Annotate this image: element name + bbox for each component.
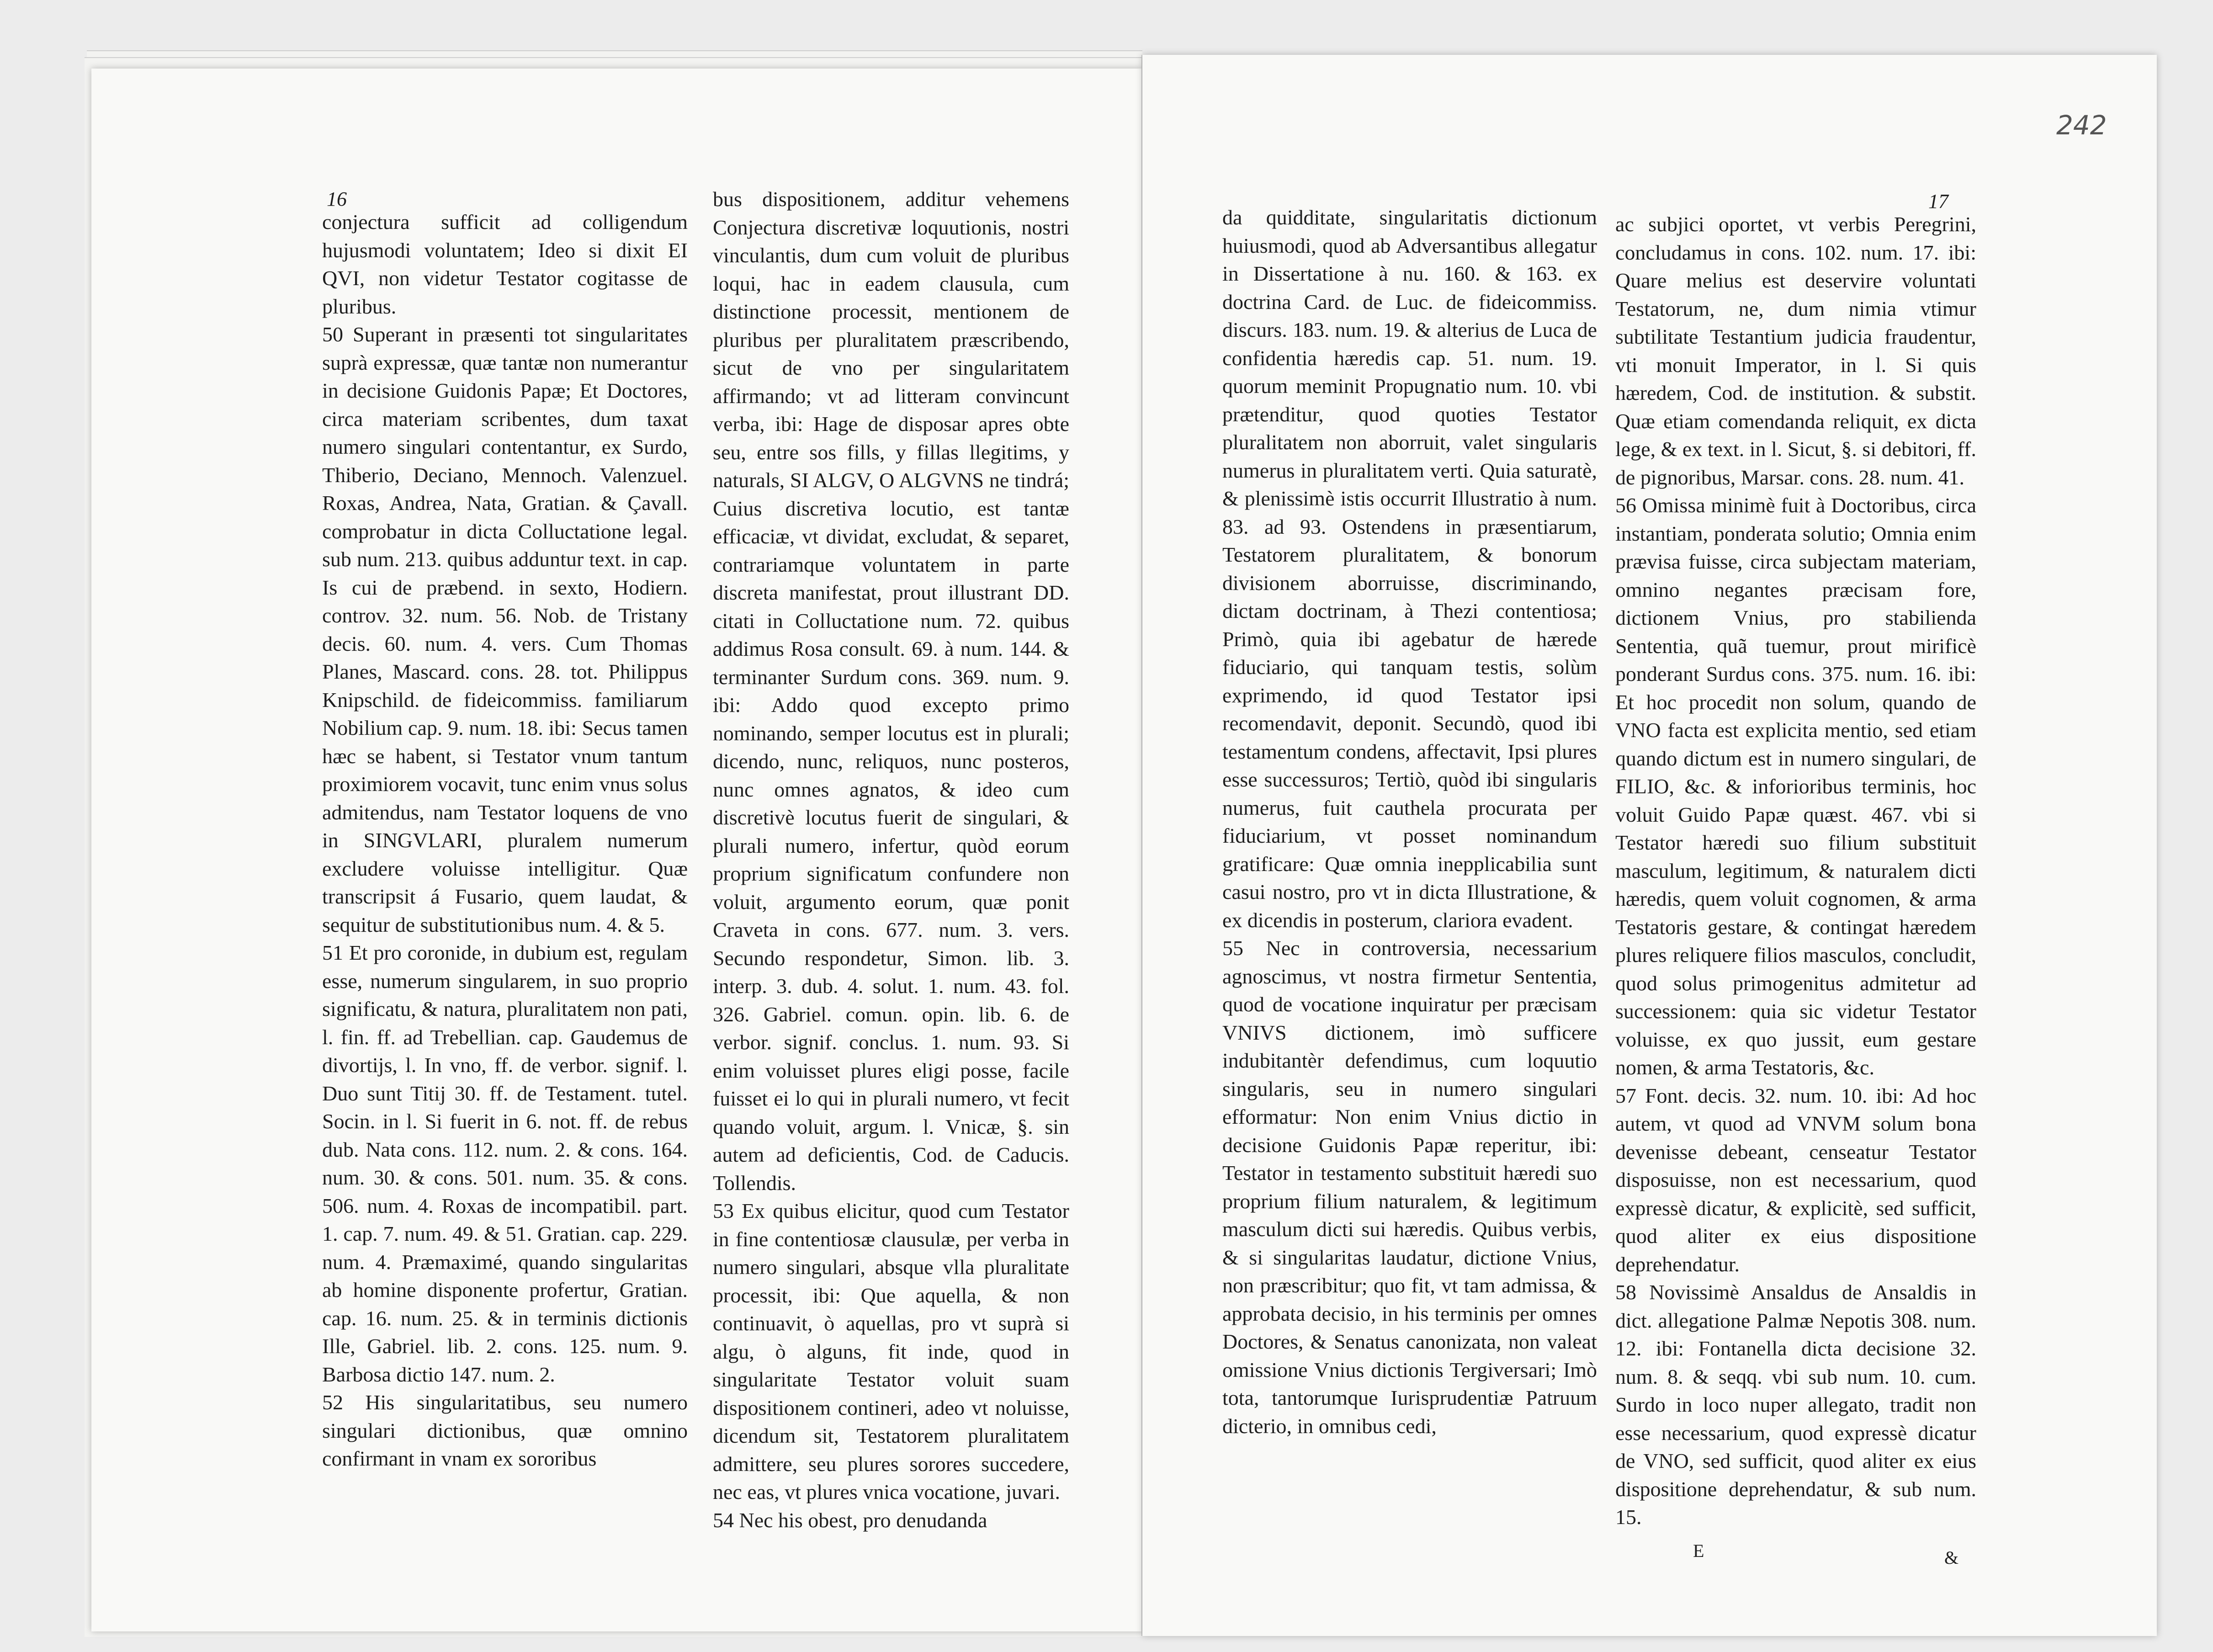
page-number: 17 (1928, 190, 1948, 212)
paragraph: 54 Nec his obest, pro denudanda (713, 1508, 987, 1532)
paragraph: 55 Nec in controversia, necessarium agnoscimus, vt nostra firmetur Sententia, quod de vocatione inquiratur per præcisam VNIVS dictionem, imò sufficere indubitantèr defendimus, cum loquutio singularis, seu in numero singulari efformatur: Non enim Vnius dictio in decisione Guidonis Papæ reperitur, ibi: Testator in testamento substituit hæredi suo proprium filium naturalem, & legitimum masculum dicti sui hæredis. Quibus verbis, & si singularitas laudatur, dictione Vnius, non præscribitur; quo fit, vt tam admissa, & approbata decisio, in his terminis per omnes Doctores, & Senatus canonizata, non valeat omissione Vnius dictionis Tergiversari; Imò tota, tantorumque Iurisprudentiæ Patruum dicterio, in omnibus cedi, (1222, 936, 1597, 1438)
right-page (1142, 55, 2157, 1636)
text-column-right (713, 185, 1069, 1534)
left-page (91, 69, 1142, 1631)
paragraph: 58 Novissimè Ansaldus de Ansaldis in dict. allegatione Palmæ Nepotis 308. num. 12. ibi: Fontanella dicta decisione 32. num. 8. & seqq. vbi sub num. 10. cum. Surdo in loco nuper allegato, tradit non esse necessarium, quod expressè dicatur de VNO, sed sufficit, quod aliter ex eius dispositione deprehendatur, & sub num. 15. (1615, 1280, 1976, 1529)
paragraph: ac subjici oportet, vt verbis Peregrini, concludamus in cons. 102. num. 17. ibi: Quare melius est deservire voluntati Testatorum, ne, dum nimia vtimur subtilitate Testantium judicia fraudentur, vti monuit Imperator, in l. Si quis hæredem, Cod. de institution. & substit. Quæ etiam comendanda reliquit, ex dicta lege, & ex text. in l. Sicut, §. si debitori, ff. de pignoribus, Marsar. cons. 28. num. 41. (1615, 212, 1976, 489)
handwritten-folio-number: 242 (2056, 110, 2107, 141)
text-column-left (322, 208, 688, 1473)
catchword: & (1944, 1547, 1959, 1568)
paragraph: 51 Et pro coronide, in dubium est, regulam esse, numerum singularem, in suo proprio significatu, & natura, pluralitatem non pati, l. fin. ff. ad Trebellian. cap. Gaudemus de divortijs, l. In vno, ff. de verbor. signif. l. Duo sunt Titij 30. ff. de Testament. tutel. Socin. in l. Si fuerit in 6. not. ff. de rebus dub. Nata cons. 112. num. 2. & cons. 164. num. 30. & cons. 501. num. 35. & cons. 506. num. 4. Roxas de incompatibil. part. 1. cap. 7. num. 49. & 51. Gratian. cap. 229. num. 4. Præmaximé, quando singularitas ab homine disponente profertur, Gratian. cap. 16. num. 25. & in terminis dictionis Ille, Gabriel. lib. 2. cons. 125. num. 9. Barbosa dictio 147. num. 2. (322, 941, 688, 1386)
paragraph: 52 His singularitatibus, seu numero singulari dictionibus, quæ omnino confirmant in vnam ex sororibus (322, 1391, 688, 1470)
paragraph: conjectura sufficit ad colligendum hujusmodi voluntatem; Ideo si dixit EI QVI, non videtur Testator cogitasse de pluribus. (322, 210, 688, 318)
paragraph: 56 Omissa minimè fuit à Doctoribus, circa instantiam, ponderata solutio; Omnia enim prævisa fuisse, circa subjectam materiam, omnino negantes præcisam fore, dictionem Vnius, pro stabilienda Sententia, quã tuemur, prout mirificè ponderant Surdus cons. 375. num. 16. ibi: Et hoc procedit non solum, quando de VNO facta est explicita mentio, sed etiam quando dictum est in numero singulari, de FILIO, &c. & inforioribus terminis, hoc voluit Guido Papæ quæst. 467. vbi si Testator hæredi suo filium substituit masculum, legitimum, & naturalem dicti hæredis, quem voluit cognomen, & arma Testatoris gestare, & contingat hæredem plures reliquere filios masculos, concludit, quod solus primogenitus admitetur ad successionem: quia sic videtur Testator voluisse, ex quo jussit, eum gestare nomen, & arma Testatoris, &c. (1615, 494, 1976, 1079)
signature-mark: E (1693, 1540, 1704, 1561)
paragraph: da quidditate, singularitatis dictionum huiusmodi, quod ab Adversantibus allegatur in Dissertatione à nu. 160. & 163. ex doctrina Card. de Luc. de fideicommiss. discurs. 183. num. 19. & alterius de Luca de confidentia hæredis cap. 51. num. 19. quorum meminit Propugnatio num. 10. vbi prætenditur, quod quoties Testator pluralitatem non aborruit, valet singularis numerus in pluralitatem verti. Quia saturatè, & plenissimè istis occurrit Illustratio à num. 83. ad 93. Ostendens in præsentiarum, Testatorem pluralitatem, & bonorum divisionem aborruisse, discriminando, dictam doctrinam, à Thezi contentiosa; Primò, quia ibi agebatur de hærede fiduciario, qui tanquam testis, solùm exprimendo, id quod Testator ipsi recomendavit, deponit. Secundò, quod ibi testamentum condens, affectavit, Ipsi plures esse successuros; Tertiò, quòd ibi singularis numerus, fuit cauthela procurata per fiduciarium, vt posset nominandum gratificare: Quæ omnia inepplicabilia sunt casui nostro, pro vt in dicta Illustratione, & ex dicendis in posterum, clariora evadent. (1222, 206, 1597, 932)
paragraph: bus dispositionem, additur vehemens Conjectura discretivæ loquutionis, nostri vinculantis, dum cum voluit de pluribus loqui, hac in eadem clausula, cum distinctione processit, mentionem de pluribus per pluralitatem præscribendo, sicut de vno per singularitatem affirmando; vt ad litteram convincunt verba, ibi: Hage de disposar apres obte seu, entre sos fills, y fillas llegitims, y naturals, SI ALGV, O ALGVNS ne tindrá; Cuius discretiva locutio, est tantæ efficaciæ, vt dividat, excludat, & separet, contrariamque voluntatem in parte discreta manifestat, prout illustrant DD. citati in Colluctatione num. 72. quibus addimus Rosa consult. 69. à num. 144. & terminanter Surdum cons. 369. num. 9. ibi: Addo quod excepto primo nominando, semper locutus est in plurali; dicendo, nunc, reliquos, nunc posteros, nunc omnes agnatos, & ideo cum discretivè locutus fuerit de singulari, & plurali numero, infertur, quòd eorum proprium significatum confundere non voluit, argumento eorum, quæ ponit Craveta in cons. 677. num. 3. vers. Secundo respondetur, Simon. lib. 3. interp. 3. dub. 4. solut. 1. num. 43. fol. 326. Gabriel. comun. opin. lib. 6. de verbor. signif. conclus. 1. num. 93. Si enim voluisset plures eligi posse, facile fuisset ei lo qui in plurali numero, vt fecit quando voluit, argum. l. Vnicæ, §. sin autem ad deficientis, Cod. de Caducis. Tollendis. (713, 187, 1069, 1195)
paragraph: 50 Superant in præsenti tot singularitates suprà expressæ, quæ tantæ non numerantur in decisione Guidonis Papæ; Et Doctores, circa materiam scribentes, dum taxat numero singulari contentantur, ex Surdo, Thiberio, Deciano, Mennoch. Valenzuel. Roxas, Andrea, Nata, Gratian. & Çavall. comprobatur in dicta Colluctatione legal. sub num. 213. quibus adduntur text. in cap. Is cui de præbend. in sexto, Hodiern. controv. 32. num. 56. Nob. de Tristany decis. 60. num. 4. vers. Cum Thomas Planes, Mascard. cons. 28. tot. Philippus Knipschild. de fideicommiss. familiarum Nobilium cap. 9. num. 18. ibi: Secus tamen hæc se habent, si Testator vnum tantum proximiorem vocavit, tunc enim vnus solus admitendus, nam Testator loquens de vno in SINGVLARI, pluralem numerum excludere voluisse intelligitur. Quæ transcripsit á Fusario, quem laudat, & sequitur de substitutionibus num. 4. & 5. (322, 323, 688, 936)
text-column-left (1222, 203, 1597, 1440)
paragraph: 53 Ex quibus elicitur, quod cum Testator in fine contentiosæ clausulæ, per verba in numero singulari, absque vlla pluralitate processit, ibi: Que aquella, & non continuavit, ò aquellas, pro vt suprà si algu, ò alguns, fit inde, quod in singularitate Testator voluit suam dispositionem contineri, adeo vt noluisse, dicendum sit, Testatorem pluralitatem admittere, seu plures sorores succedere, nec eas, vt plures vnica vocatione, juvari. (713, 1199, 1069, 1503)
paragraph: 57 Font. decis. 32. num. 10. ibi: Ad hoc autem, vt quod ad VNVM solum bona devenisse debeant, censeatur Testator disposuisse, non est necessarium, quod expressè dicatur, & explicitè, sed sufficit, quod aliter ex eius dispositione deprehendatur. (1615, 1084, 1976, 1276)
text-column-right (1615, 210, 1976, 1531)
page-number: 16 (327, 188, 347, 210)
